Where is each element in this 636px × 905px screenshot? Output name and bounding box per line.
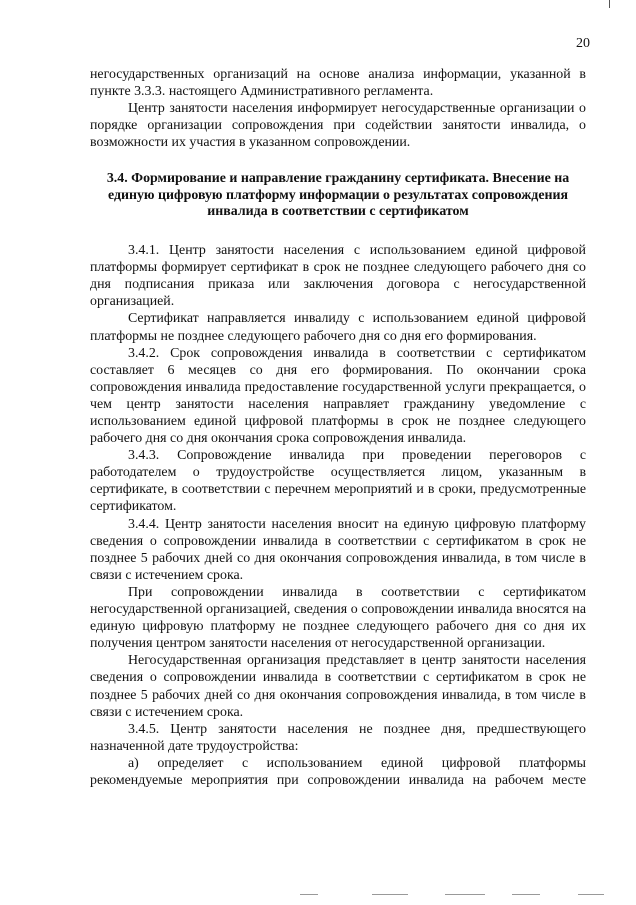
clause-3-4-4-ngo-submission: Негосударственная организация представляет в центр занятости населения сведения о сопровождении инвалида в соответствии с сертификатом в срок не позднее 5 рабочих дней со дня окончания сопровождения инвалида, в том числе в связи с истечением срока.: [90, 653, 586, 720]
section-heading-line: инвалида в соответствии с сертификатом: [207, 203, 469, 219]
paragraph-info-organizations: Центр занятости населения информирует негосударственные организации о порядке организации сопровождения при содействии занятости инвалида, о возможности их участия в указанном сопровождении.: [90, 101, 586, 151]
scan-edge-mark: [609, 0, 610, 8]
clause-3-4-5: 3.4.5. Центр занятости населения не позднее дня, предшествующего назначенной дате трудоустройства:: [90, 721, 586, 754]
clause-3-4-1: 3.4.1. Центр занятости населения с использованием единой цифровой платформы формирует сертификат в срок не позднее следующего рабочего дня со дня подписания приказа или заключения договора с негосударственной организацией.: [90, 243, 586, 310]
document-body: [90, 66, 586, 789]
paragraph-continuation: негосударственных организаций на основе анализа информации, указанной в пункте 3.3.3. настоящего Административного регламента.: [90, 67, 586, 100]
clause-3-4-1-certificate-sending: Сертификат направляется инвалиду с использованием единой цифровой платформы не позднее следующего рабочего дня со дня его формирования.: [90, 311, 586, 344]
page-number: 20: [576, 36, 590, 51]
section-heading-3-4: [90, 171, 586, 220]
clause-3-4-2: 3.4.2. Срок сопровождения инвалида в соответствии с сертификатом составляет 6 месяцев со дня его формирования. По окончании срока сопровождения инвалида предоставление государственной услуги прекращается, о чем центр занятости населения направляет гражданину уведомление с использованием единой цифровой платформы в срок не позднее следующего рабочего дня со дня окончания срока сопровождения инвалида.: [90, 345, 586, 447]
scan-footer-marks: [0, 889, 636, 895]
section-heading-line: единую цифровую платформу информации о результатах сопровождения: [107, 187, 569, 203]
clause-3-4-4-ngo-data: При сопровождении инвалида в соответствии с сертификатом негосударственной организацией, сведения о сопровождении инвалида вносятся на единую цифровую платформу не позднее следующего рабочего дня со дня их получения центром занятости населения от негосударственной организации.: [90, 584, 586, 652]
clause-3-4-5-item-a: а) определяет с использованием единой цифровой платформы рекомендуемые мероприятия при сопровождении инвалида на рабочем месте: [90, 755, 586, 788]
clause-3-4-4: 3.4.4. Центр занятости населения вносит на единую цифровую платформу сведения о сопровождении инвалида в соответствии с сертификатом в срок не позднее 5 рабочих дней со дня окончания сопровождения инвалида, в том числе в связи с истечением срока.: [90, 516, 586, 583]
scan-mark: [578, 894, 604, 895]
scan-mark: [372, 894, 408, 895]
scan-mark: [300, 894, 318, 895]
section-heading-line: 3.4. Формирование и направление гражданину сертификата. Внесение на: [106, 171, 570, 187]
scan-mark: [445, 894, 485, 895]
clause-3-4-3: 3.4.3. Сопровождение инвалида при проведении переговоров с работодателем о трудоустройстве осуществляется лицом, указанным в сертификате, в соответствии с перечнем мероприятий и в сроки, предусмотренные сертификатом.: [90, 448, 586, 515]
scan-mark: [512, 894, 540, 895]
